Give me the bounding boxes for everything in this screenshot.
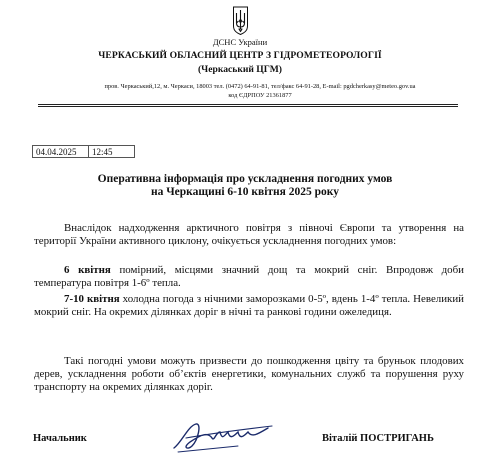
signatory-role: Начальник <box>33 433 87 444</box>
time-field: 12:45 <box>89 145 135 158</box>
handwritten-signature <box>168 418 276 456</box>
forecast-april-7-10: холодна погода з нічними заморозками 0-5º, вдень 1-4º тепла. Невеликий мокрий сніг. На окремих ділянках доріг в нічні та ранкові години ожеледиця. <box>34 293 464 318</box>
document-title-line1: Оперативна інформація про ускладнення погодних умов <box>97 173 393 185</box>
address-line: пров. Черкаський,12, м. Черкаси, 18003 тел. (0472) 64-91-81, тел/факс 64-91-28, E-mail: pgdcherkasy@meteo.gov.ua <box>104 83 416 90</box>
signatory-name: Віталій ПОСТРИГАНЬ <box>322 433 434 444</box>
organization-name: ЧЕРКАСЬКИЙ ОБЛАСНИЙ ЦЕНТР З ГІДРОМЕТЕОРОЛОГІЇ <box>98 50 382 61</box>
trident-emblem-icon <box>232 6 249 35</box>
date-lead-april-6: 6 квітня <box>64 264 111 276</box>
paragraph-intro: Внаслідок надходження арктичного повітря з півночі Європи та утворення на території України активного циклону, очікується ускладнення погодних умов: <box>34 222 464 247</box>
agency-name: ДСНС України <box>212 37 268 47</box>
organization-short-name: (Черкаський ЦГМ) <box>197 64 282 75</box>
paragraph-april-6 <box>34 264 464 290</box>
forecast-april-6: помірний, місцями значний дощ та мокрий сніг. Впродовж доби температура повітря 1-6º тепла. <box>34 264 464 289</box>
contact-block <box>40 82 480 100</box>
date-lead-april-7-10: 7-10 квітня <box>64 293 120 305</box>
paragraph-consequences: Такі погодні умови можуть призвести до пошкодження цвіту та бруньок плодових дерев, ускладнення роботи об’єктів енергетики, комунальних служб та порушення руху транспорту на окремих ділянках доріг. <box>34 355 464 393</box>
header-divider <box>38 104 458 105</box>
code-line: код ЄДРПОУ 21361877 <box>228 92 292 99</box>
document-title-line2: на Черкащині 6-10 квітня 2025 року <box>150 186 339 198</box>
date-field: 04.04.2025 <box>32 145 89 158</box>
paragraph-april-7-10 <box>34 293 464 319</box>
header-divider-thin <box>38 106 458 107</box>
